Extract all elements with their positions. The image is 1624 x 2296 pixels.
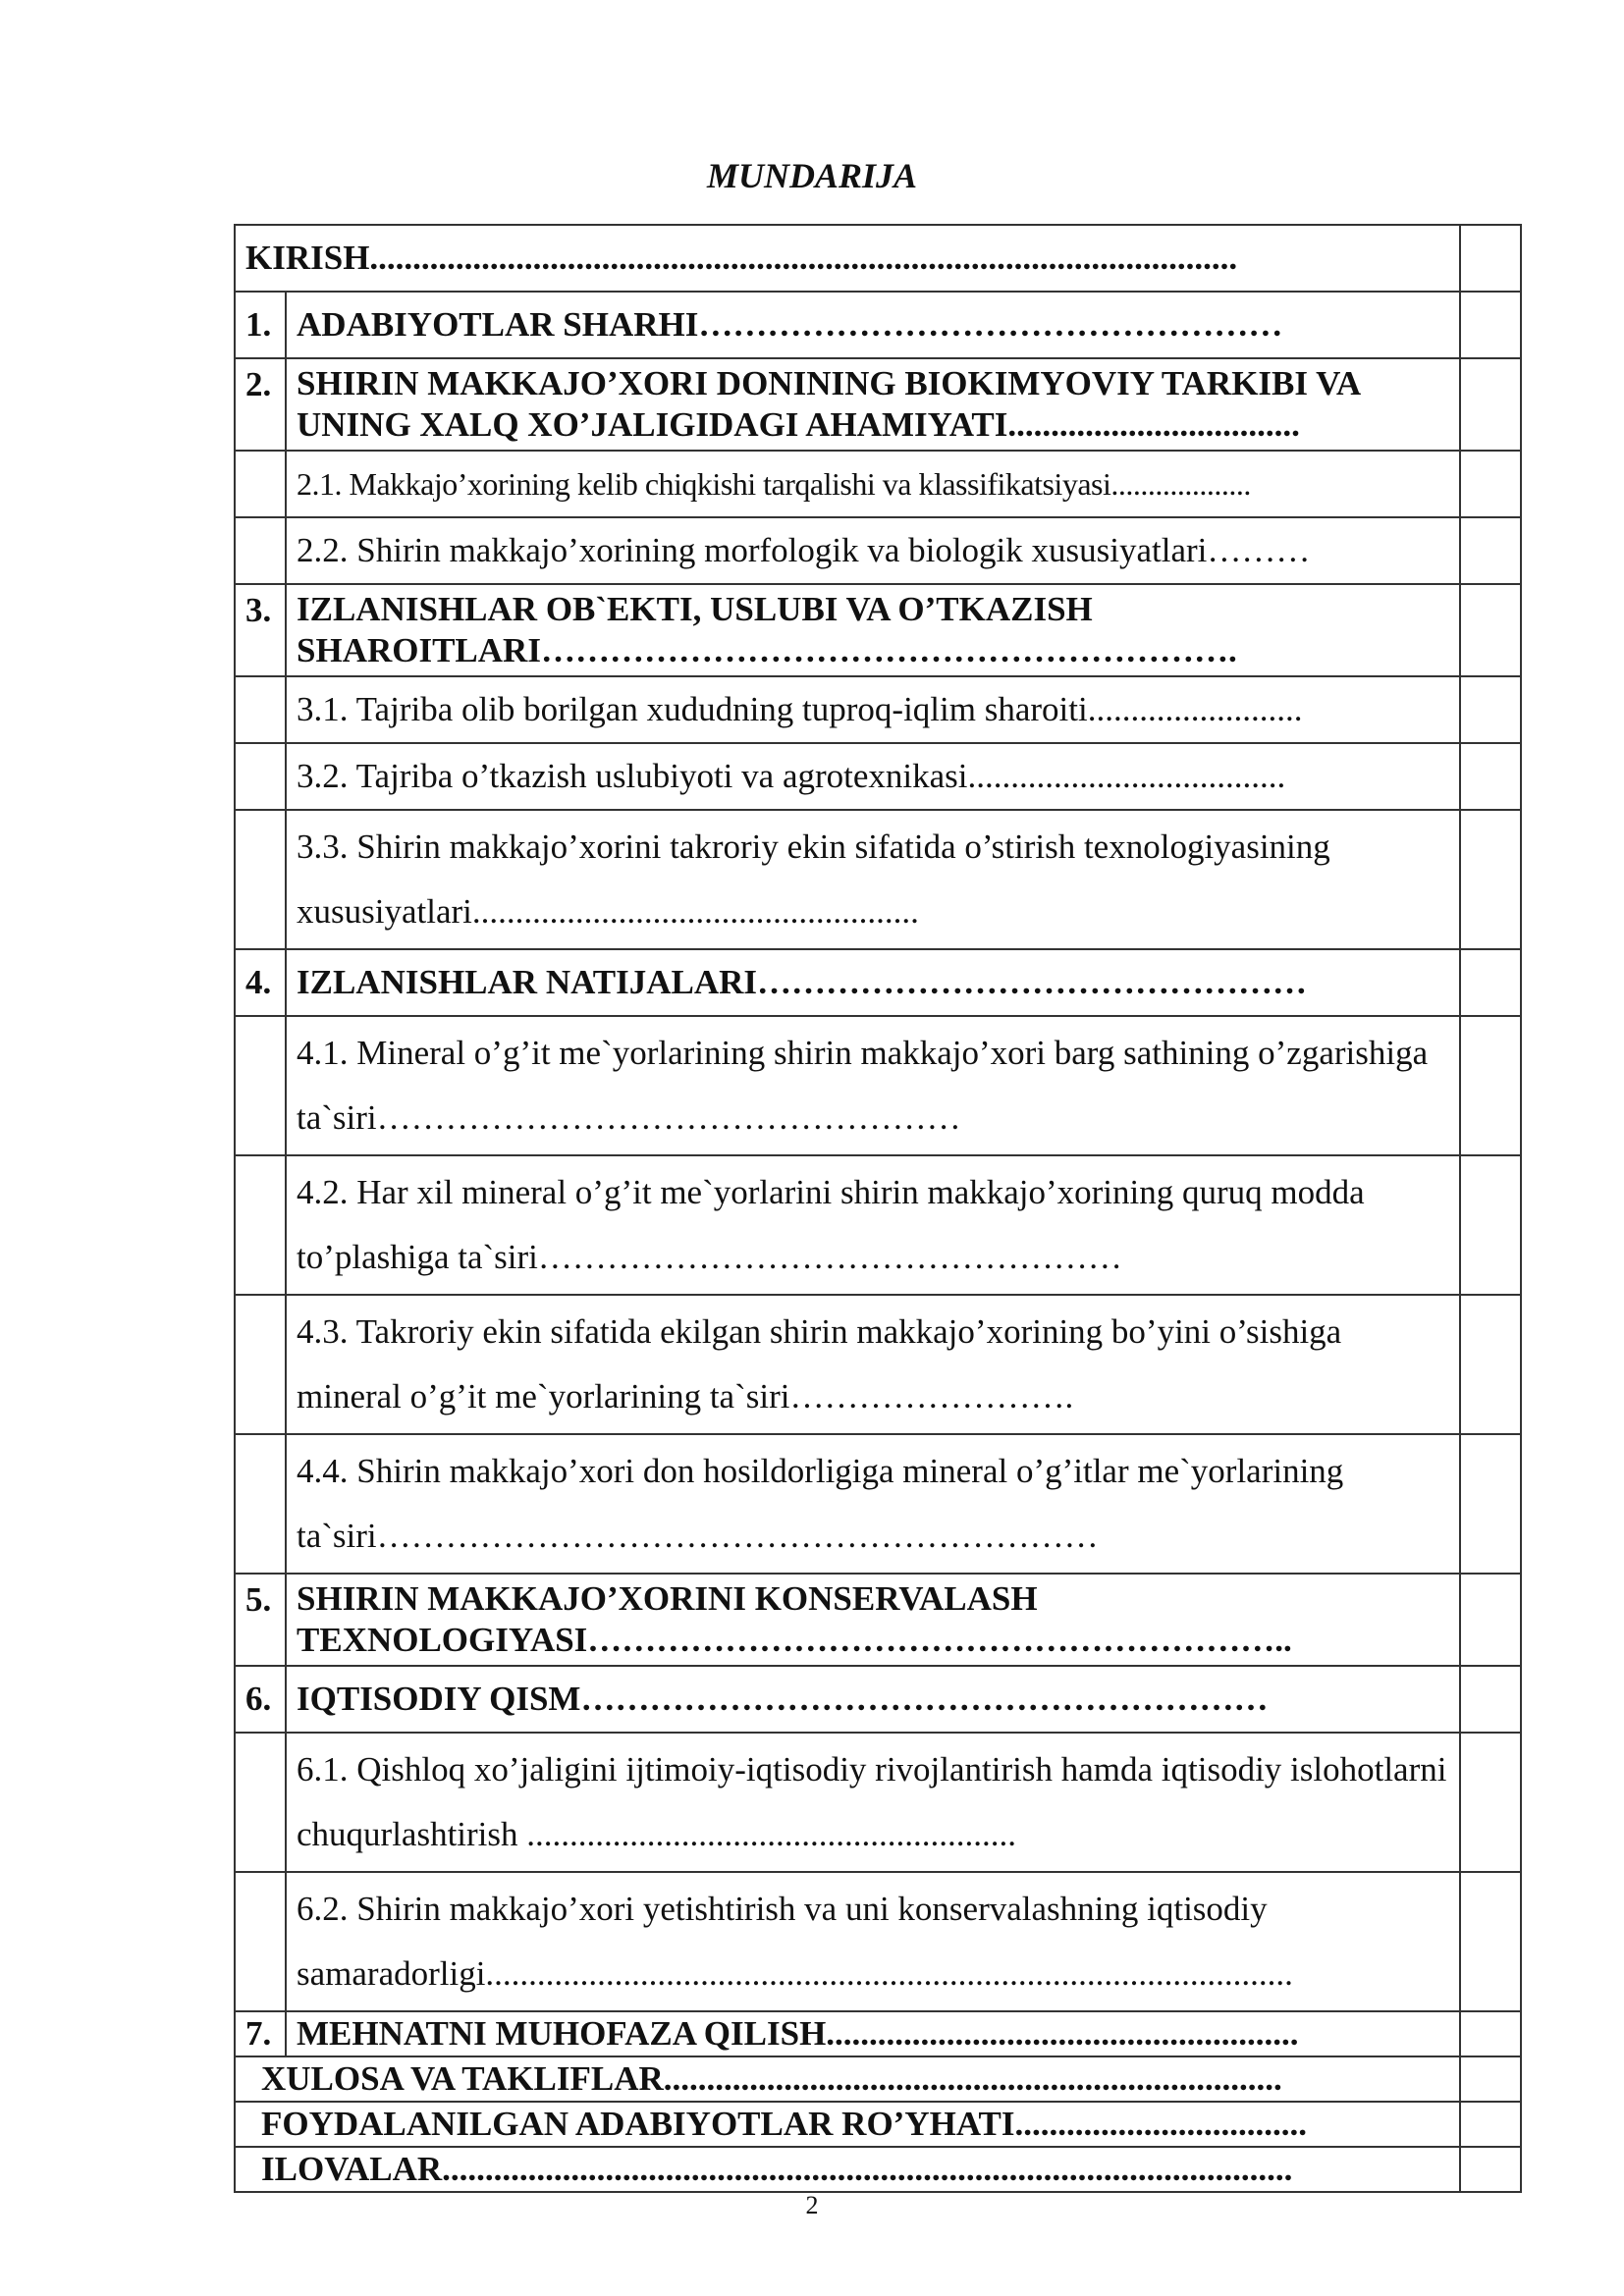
toc-number: 6.	[235, 1666, 286, 1733]
toc-page-cell	[1460, 225, 1521, 292]
toc-entry[interactable]: 3.3. Shirin makkajo’xorini takroriy ekin sifatida o’stirish texnologiyasining xususiyatlari....................................................	[286, 810, 1460, 949]
toc-page-cell	[1460, 1872, 1521, 2011]
toc-page-cell	[1460, 1666, 1521, 1733]
toc-page-cell	[1460, 584, 1521, 676]
toc-number	[235, 1872, 286, 2011]
toc-row	[235, 2056, 1521, 2102]
toc-row	[235, 1434, 1521, 1574]
toc-row	[235, 2147, 1521, 2192]
toc-row	[235, 810, 1521, 949]
toc-number	[235, 1155, 286, 1295]
toc-number	[235, 1016, 286, 1155]
toc-row	[235, 1016, 1521, 1155]
toc-number: 1.	[235, 292, 286, 358]
toc-row	[235, 949, 1521, 1016]
toc-entry[interactable]: 6.2. Shirin makkajo’xori yetishtirish va uni konservalashning iqtisodiy samaradorligi..............................................................................................	[286, 1872, 1460, 2011]
toc-row	[235, 584, 1521, 676]
toc-row	[235, 676, 1521, 743]
toc-row	[235, 1155, 1521, 1295]
toc-page-cell	[1460, 1733, 1521, 1872]
toc-page-cell	[1460, 1295, 1521, 1434]
toc-entry[interactable]: SHIRIN MAKKAJO’XORI DONINING BIOKIMYOVIY TARKIBI VA UNING XALQ XO’JALIGIDAGI AHAMIYATI..................................	[286, 358, 1460, 451]
toc-entry[interactable]: KIRISH.....................................................................................................	[235, 225, 1460, 292]
toc-page-cell	[1460, 1574, 1521, 1666]
toc-entry[interactable]: 6.1. Qishloq xo’jaligini ijtimoiy-iqtisodiy rivojlantirish hamda iqtisodiy islohotlarni chuqurlashtirish .........................................................	[286, 1733, 1460, 1872]
toc-row	[235, 451, 1521, 517]
toc-page-cell	[1460, 2011, 1521, 2056]
toc-number: 4.	[235, 949, 286, 1016]
page-title: MUNDARIJA	[706, 156, 918, 195]
toc-entry[interactable]: MEHNATNI MUHOFAZA QILISH.......................................................	[286, 2011, 1460, 2056]
toc-row	[235, 2011, 1521, 2056]
toc-number: 7.	[235, 2011, 286, 2056]
toc-entry[interactable]: ILOVALAR...................................................................................................	[235, 2147, 1460, 2192]
toc-entry[interactable]: IZLANISHLAR NATIJALARI…………………………………………	[286, 949, 1460, 1016]
toc-entry[interactable]: FOYDALANILGAN ADABIYOTLAR RO’YHATI..................................	[235, 2102, 1460, 2147]
page-number: 2	[805, 2191, 819, 2219]
toc-number	[235, 517, 286, 584]
toc-number	[235, 676, 286, 743]
toc-number	[235, 451, 286, 517]
toc-number: 3.	[235, 584, 286, 676]
toc-row	[235, 1666, 1521, 1733]
toc-page-cell	[1460, 451, 1521, 517]
toc-row	[235, 2102, 1521, 2147]
toc-entry[interactable]: XULOSA VA TAKLIFLAR........................................................................	[235, 2056, 1460, 2102]
toc-number: 2.	[235, 358, 286, 451]
table-of-contents	[234, 224, 1522, 2193]
toc-entry[interactable]: SHIRIN MAKKAJO’XORINI KONSERVALASH TEXNOLOGIYASI……………………………………………………..	[286, 1574, 1460, 1666]
toc-row	[235, 1733, 1521, 1872]
toc-row	[235, 743, 1521, 810]
toc-entry[interactable]: 4.3. Takroriy ekin sifatida ekilgan shirin makkajo’xorining bo’yini o’sishiga mineral o’g’it me`yorlarining ta`siri…………………….	[286, 1295, 1460, 1434]
toc-entry[interactable]: 3.1. Tajriba olib borilgan xududning tuproq-iqlim sharoiti.........................	[286, 676, 1460, 743]
toc-row	[235, 292, 1521, 358]
toc-number	[235, 810, 286, 949]
toc-page-cell	[1460, 1016, 1521, 1155]
toc-row	[235, 1295, 1521, 1434]
toc-entry[interactable]: IQTISODIY QISM……………………………………………………	[286, 1666, 1460, 1733]
toc-page-cell	[1460, 358, 1521, 451]
toc-entry[interactable]: 4.4. Shirin makkajo’xori don hosildorligiga mineral o’g’itlar me`yorlarining ta`siri………………………………………………………	[286, 1434, 1460, 1574]
toc-page-cell	[1460, 292, 1521, 358]
toc-entry[interactable]: 2.1. Makkajo’xorining kelib chiqkishi tarqalishi va klassifikatsiyasi...................	[286, 451, 1460, 517]
toc-entry[interactable]: 2.2. Shirin makkajo’xorining morfologik va biologik xususiyatlari………	[286, 517, 1460, 584]
toc-entry[interactable]: 3.2. Tajriba o’tkazish uslubiyoti va agrotexnikasi.....................................	[286, 743, 1460, 810]
toc-page-cell	[1460, 810, 1521, 949]
toc-row	[235, 225, 1521, 292]
toc-entry[interactable]: IZLANISHLAR OB`EKTI, USLUBI VA O’TKAZISH SHAROITLARI…………………………………………………….	[286, 584, 1460, 676]
toc-number	[235, 1434, 286, 1574]
toc-page-cell	[1460, 517, 1521, 584]
toc-row	[235, 517, 1521, 584]
toc-page-cell	[1460, 2056, 1521, 2102]
toc-entry[interactable]: 4.2. Har xil mineral o’g’it me`yorlarini shirin makkajo’xorining quruq modda to’plashiga ta`siri……………………………………………	[286, 1155, 1460, 1295]
toc-page-cell	[1460, 743, 1521, 810]
toc-page-cell	[1460, 949, 1521, 1016]
toc-page-cell	[1460, 1434, 1521, 1574]
toc-page-cell	[1460, 676, 1521, 743]
toc-number	[235, 743, 286, 810]
toc-number	[235, 1295, 286, 1434]
toc-page-cell	[1460, 2102, 1521, 2147]
toc-entry[interactable]: ADABIYOTLAR SHARHI……………………………………………	[286, 292, 1460, 358]
toc-row	[235, 1872, 1521, 2011]
toc-entry[interactable]: 4.1. Mineral o’g’it me`yorlarining shirin makkajo’xori barg sathining o’zgarishiga ta`siri……………………………………………	[286, 1016, 1460, 1155]
toc-page-cell	[1460, 1155, 1521, 1295]
toc-row	[235, 1574, 1521, 1666]
toc-number: 5.	[235, 1574, 286, 1666]
toc-row	[235, 358, 1521, 451]
toc-number	[235, 1733, 286, 1872]
toc-page-cell	[1460, 2147, 1521, 2192]
